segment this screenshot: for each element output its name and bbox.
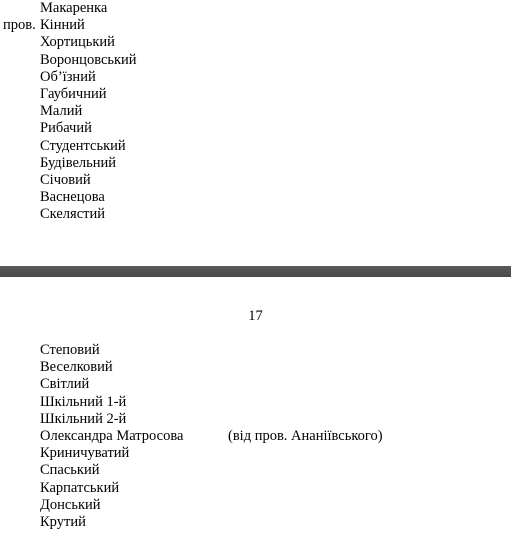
street-name: Веселковий [40, 359, 113, 376]
street-name: Січовий [40, 171, 91, 188]
page-separator [0, 266, 511, 277]
street-name: Скелястий [40, 206, 105, 223]
street-name: Спаський [40, 462, 100, 479]
street-name: Крутий [40, 513, 86, 530]
street-name: Малий [40, 103, 83, 120]
street-name: Світлий [40, 376, 90, 393]
street-list-top [40, 0, 137, 223]
street-row-with-note [40, 427, 383, 445]
street-note: (від пров. Ананіївського) [228, 427, 383, 444]
street-name: Студентський [40, 137, 126, 154]
street-name: Олександра Матросова [40, 427, 184, 444]
street-list-bottom [40, 342, 383, 531]
street-name: Хортицький [40, 34, 115, 51]
street-type-prefix: пров. [3, 17, 36, 33]
document-page-bottom [0, 277, 511, 534]
street-name: Донський [40, 496, 101, 513]
street-name: Воронцовський [40, 51, 137, 68]
street-name: Васнецова [40, 189, 105, 206]
street-name: Криничуватий [40, 445, 130, 462]
street-name: Карпатський [40, 479, 120, 496]
document-page-top [0, 0, 511, 266]
street-name: Рибачий [40, 120, 92, 137]
street-name: Шкільний 2-й [40, 410, 127, 427]
street-name: Макаренка [40, 0, 108, 16]
street-name: Степовий [40, 342, 100, 358]
page-number: 17 [248, 308, 263, 324]
street-name: Будівельний [40, 154, 117, 171]
street-name: Гаубичний [40, 85, 107, 102]
street-name: Кінний [40, 17, 85, 34]
street-name: Шкільний 1-й [40, 393, 127, 410]
street-name: Об’їзний [40, 68, 96, 85]
